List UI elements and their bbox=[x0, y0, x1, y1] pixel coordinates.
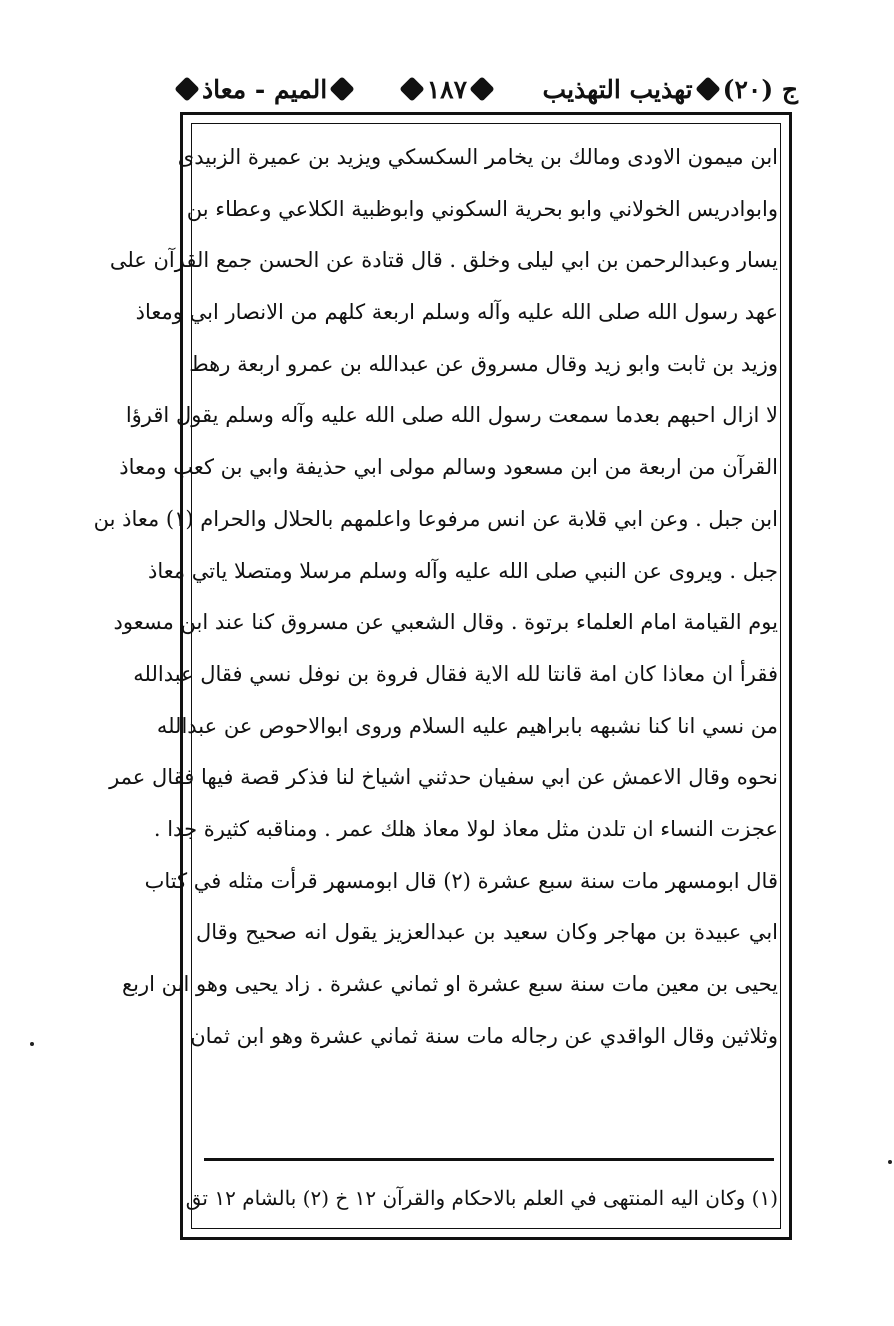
text-line: من نسي انا كنا نشبهه بابراهيم عليه السلام وروى ابوالاحوص عن عبدالله bbox=[156, 713, 778, 738]
text-line: قال ابومسهر مات سنة سبع عشرة (٢) قال ابومسهر قرأت مثله في كتاب bbox=[144, 868, 778, 893]
text-line: ابي عبيدة بن مهاجر وكان سعيد بن عبدالعزيز يقول انه صحيح وقال bbox=[196, 920, 778, 945]
ornament-icon bbox=[399, 76, 424, 101]
header-section: الميم - معاذ bbox=[202, 74, 328, 104]
text-line: ابن ميمون الاودى ومالك بن يخامر السكسكي ويزيد بن عميرة الزبيدى bbox=[177, 145, 778, 169]
text-line: وثلاثين وقال الواقدي عن رجاله مات سنة ثماني عشرة وهو ابن ثمان bbox=[190, 1023, 778, 1048]
ornament-icon bbox=[469, 76, 494, 101]
text-line: جبل . ويروى عن النبي صلى الله عليه وآله وسلم مرسلا ومتصلا ياتي معاذ bbox=[147, 558, 778, 583]
body-text bbox=[93, 132, 778, 1062]
header-book-title: تهذيب التهذيب bbox=[542, 74, 693, 104]
text-line: القرآن من اربعة من ابن مسعود وسالم مولى ابي حذيفة وابي بن كعب ومعاذ bbox=[119, 455, 778, 480]
ornament-icon bbox=[174, 76, 199, 101]
text-line: يسار وعبدالرحمن بن ابي ليلى وخلق . قال قتادة عن الحسن جمع القرآن على bbox=[109, 248, 778, 273]
text-line: ابن جبل . وعن ابي قلابة عن انس مرفوعا واعلمهم بالحلال والحرام (١) معاذ بن bbox=[93, 506, 778, 531]
text-line: وابوادريس الخولاني وابو بحرية السكوني وابوظبية الكلاعي وعطاء بن bbox=[186, 196, 778, 221]
scan-speck bbox=[30, 1042, 34, 1046]
ornament-icon bbox=[329, 76, 354, 101]
text-line: يحيى بن معين مات سنة سبع عشرة او ثماني عشرة . زاد يحيى وهو ابن اربع bbox=[121, 972, 778, 996]
header-volume-group bbox=[543, 75, 798, 104]
text-line: لا ازال احبهم بعدما سمعت رسول الله صلى الله عليه وآله وسلم يقول اقرؤا bbox=[125, 403, 778, 428]
header-section-group bbox=[178, 75, 351, 104]
text-line: فقرأ ان معاذا كان امة قانتا لله الاية فقال فروة بن نوفل نسي فقال عبدالله bbox=[133, 661, 778, 686]
text-line: عهد رسول الله صلى الله عليه وآله وسلم اربعة كلهم من الانصار ابي ومعاذ bbox=[135, 300, 778, 325]
text-line: نحوه وقال الاعمش عن ابي سفيان حدثني اشياخ لنا فذكر قصة فيها فقال عمر bbox=[109, 765, 778, 790]
page-header bbox=[178, 66, 798, 112]
scan-speck bbox=[888, 1160, 892, 1164]
text-line: عجزت النساء ان تلدن مثل معاذ لولا معاذ هلك عمر . ومناقبه كثيرة جدا . bbox=[153, 816, 778, 841]
footnote: (١) وكان اليه المنتهى في العلم بالاحكام والقرآن ١٢ خ (٢) بالشام ١٢ تق bbox=[185, 1186, 778, 1210]
text-line: وزيد بن ثابت وابو زيد وقال مسروق عن عبدالله بن عمرو اربعة رهط bbox=[189, 351, 778, 376]
ornament-icon bbox=[695, 76, 720, 101]
text-line: يوم القيامة امام العلماء برتوة . وقال الشعبي عن مسروق كنا عند ابن مسعود bbox=[113, 610, 778, 635]
header-page-number: ١٨٧ bbox=[426, 74, 468, 104]
footnote-divider bbox=[204, 1158, 774, 1161]
header-page-group bbox=[403, 75, 491, 104]
header-volume: ج (٢٠) bbox=[722, 74, 798, 104]
